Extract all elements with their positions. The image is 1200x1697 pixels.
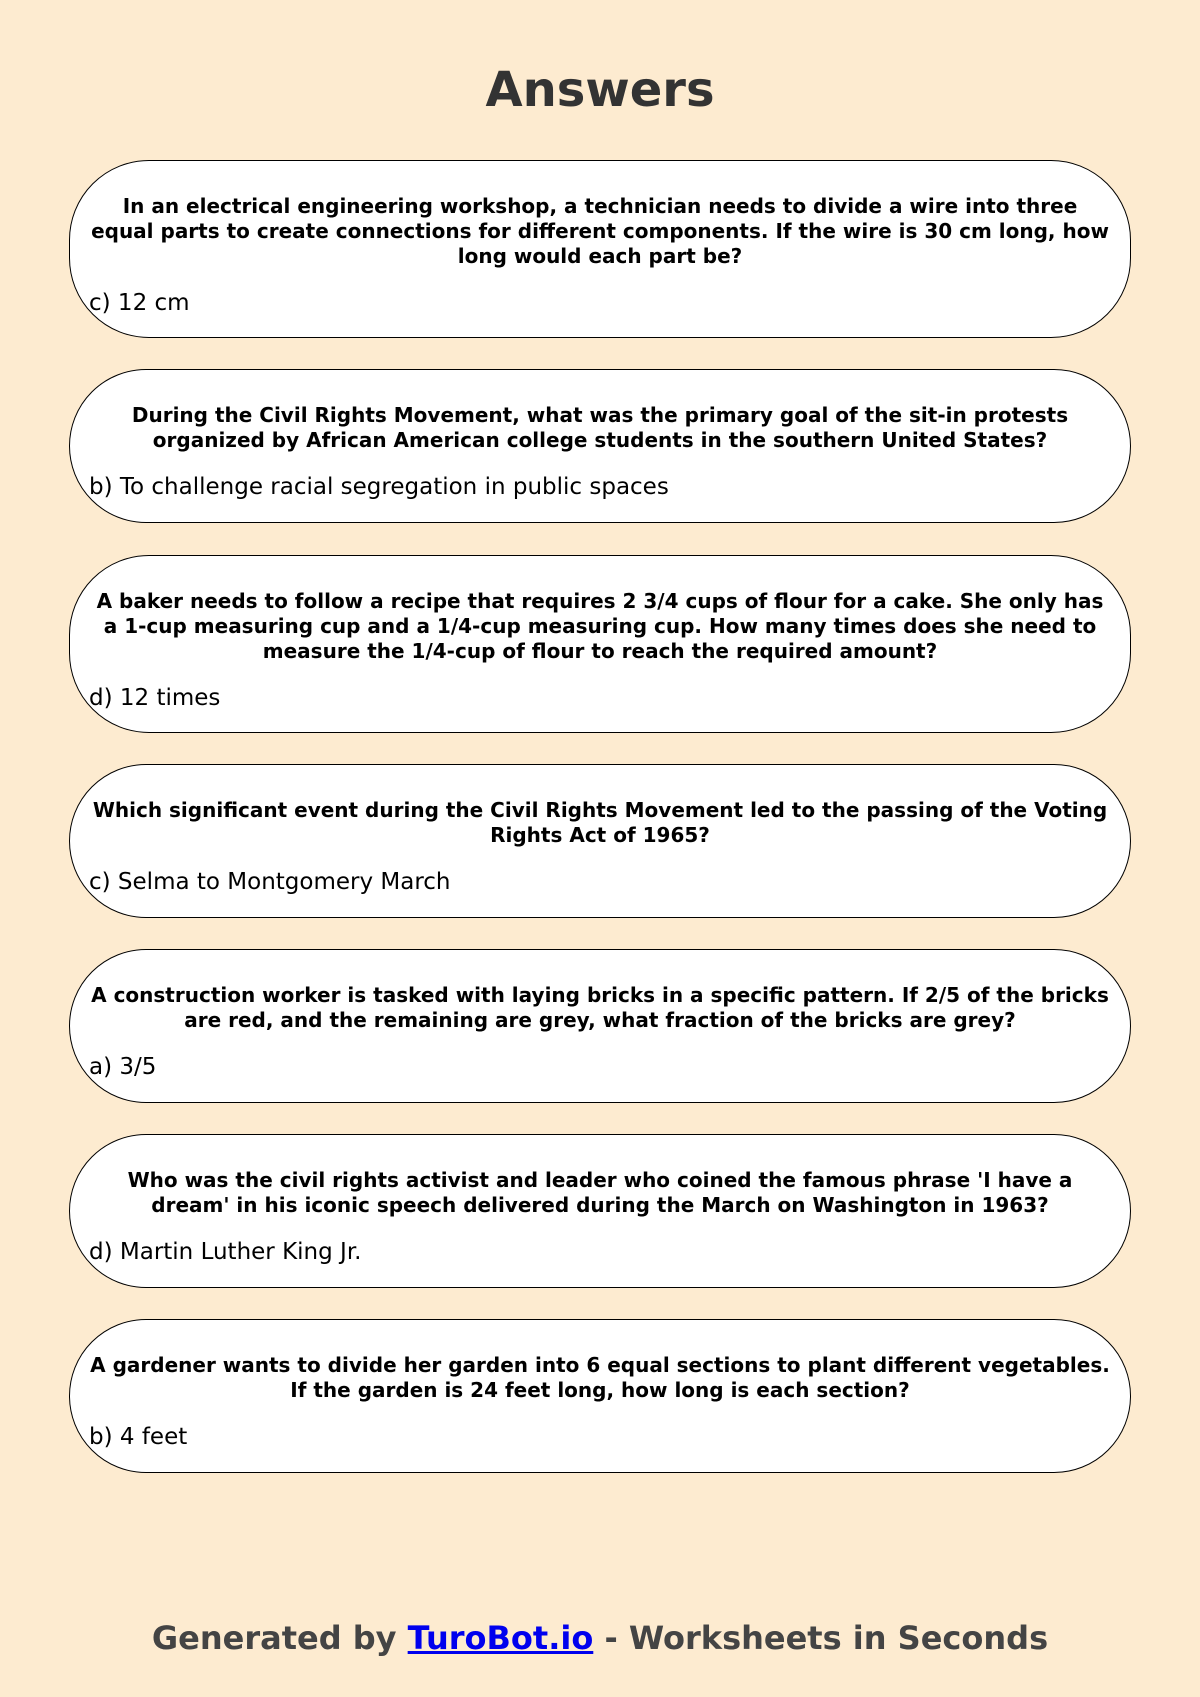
question-text: During the Civil Rights Movement, what was the primary goal of the sit-in protests organized by African American college students in the southern United States?	[131, 403, 1069, 452]
answer-text: b) 4 feet	[89, 1424, 188, 1450]
answer-card-1	[69, 160, 1131, 338]
question-text: A construction worker is tasked with laying bricks in a specific pattern. If 2/5 of the bricks are red, and the remaining are grey, what fraction of the bricks are grey?	[91, 983, 1109, 1032]
answer-text: c) 12 cm	[89, 290, 190, 316]
question-text: Which significant event during the Civil Rights Movement led to the passing of the Voting Rights Act of 1965?	[92, 798, 1108, 847]
answer-text: c) Selma to Montgomery March	[89, 869, 451, 895]
question-text: Who was the civil rights activist and leader who coined the famous phrase 'I have a dream' in his iconic speech delivered during the March on Washington in 1963?	[127, 1168, 1073, 1217]
footer	[0, 1618, 1200, 1658]
page-title: Answers	[485, 62, 715, 118]
footer-suffix: - Worksheets in Seconds	[593, 1619, 1049, 1657]
answer-text: d) 12 times	[89, 685, 221, 711]
question-text: In an electrical engineering workshop, a technician needs to divide a wire into three equal parts to create connections for different components. If the wire is 30 cm long, how long would each part be?	[91, 194, 1109, 268]
answer-text: d) Martin Luther King Jr.	[89, 1239, 362, 1265]
answer-card-6	[69, 1134, 1131, 1288]
answer-card-4	[69, 764, 1131, 918]
answer-card-5	[69, 949, 1131, 1103]
question-text: A baker needs to follow a recipe that requires 2 3/4 cups of flour for a cake. She only has a 1-cup measuring cup and a 1/4-cup measuring cup. How many times does she need to measure the 1/4-cup of flour to reach the required amount?	[96, 589, 1104, 663]
turobot-link[interactable]: TuroBot.io	[407, 1619, 594, 1657]
footer-prefix: Generated by	[151, 1619, 408, 1657]
question-text: A gardener wants to divide her garden into 6 equal sections to plant different vegetables. If the garden is 24 feet long, how long is each section?	[90, 1353, 1110, 1402]
answer-card-2	[69, 369, 1131, 523]
answer-text: b) To challenge racial segregation in public spaces	[89, 474, 669, 500]
answer-text: a) 3/5	[89, 1054, 157, 1080]
answer-card-3	[69, 555, 1131, 733]
answer-card-7	[69, 1319, 1131, 1473]
